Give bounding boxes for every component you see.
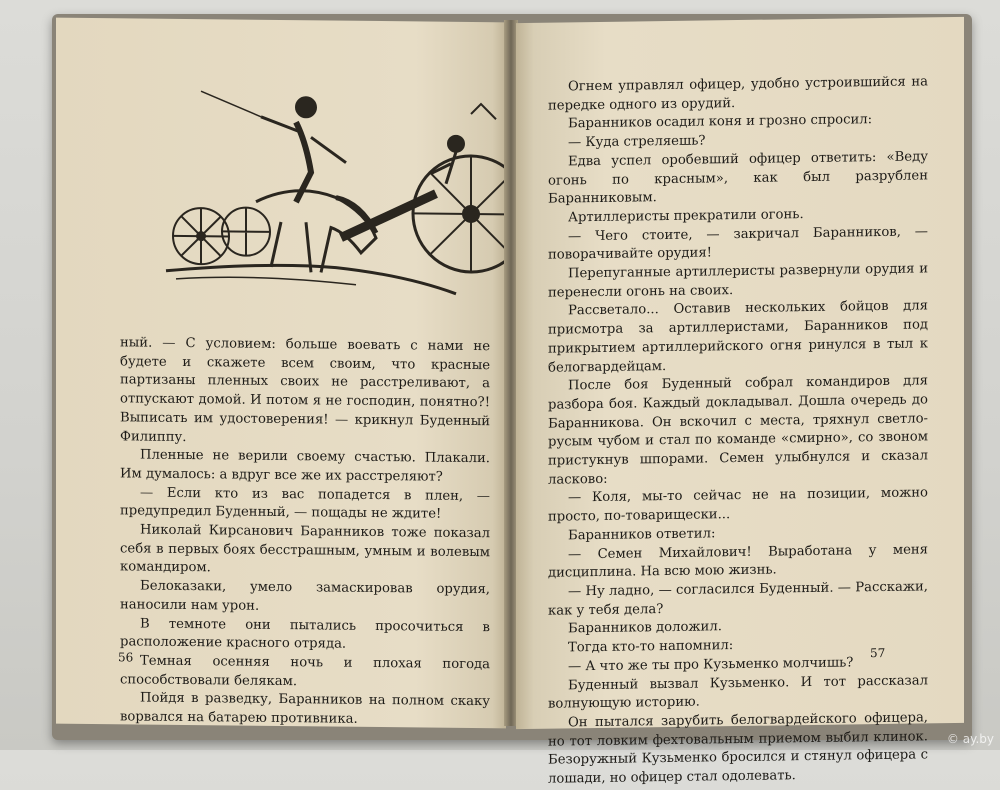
paragraph: Огнем управлял офицер, удобно устроившийся на передке одного из орудий. (548, 74, 928, 114)
left-page (56, 18, 506, 729)
paragraph: Николай Кирсанович Баранников тоже показал себя в первых боях бесстрашным, умным и волевым командиром. (120, 522, 490, 576)
right-page-text (548, 73, 928, 789)
paragraph: Пленные не верили своему счастью. Плакали. Им думалось: а вдруг все же их расстреляют? (120, 447, 490, 485)
paragraph: — А что же ты про Кузьменко молчишь? (568, 655, 854, 675)
cavalry-artillery-illustration (106, 60, 506, 312)
paragraph: — Если кто из вас попадется в плен, — предупредил Буденный, — пощады не ждите! (120, 485, 490, 523)
paragraph: — Чего стоите, — закричал Баранников, — поворачивайте орудия! (548, 223, 928, 264)
paragraph: Баранников доложил. (568, 619, 722, 637)
paragraph: Баранников осадил коня и грозно спросил: (568, 112, 873, 132)
watermark: © ay.by (946, 732, 994, 746)
page-number: 57 (870, 645, 886, 661)
paragraph: — Коля, мы-то сейчас не на позиции, можно просто, по-товарищески... (548, 485, 928, 525)
paragraph: Пойдя в разведку, Баранников на полном скаку ворвался на батарею противника. (120, 690, 490, 727)
paragraph: Рассветало... Оставив нескольких бойцов для присмотра за артиллеристами, Баранников под прикрытием артиллерийского огня ринулся в тыл к белогвардейцам. (548, 298, 928, 376)
paragraph: Темная осенняя ночь и плохая погода способствовали белякам. (120, 653, 490, 689)
paragraph: Буденный вызвал Кузьменко. И тот рассказал волнующую историю. (548, 672, 928, 712)
paragraph: Белоказаки, умело замаскировав орудия, наносили нам урон. (120, 578, 490, 614)
page-number: 56 (118, 650, 134, 665)
paragraph: — Ну ладно, — согласился Буденный. — Расскажи, как у тебя дела? (548, 579, 928, 619)
paragraph: В темноте они пытались просочиться в расположение красного отряда. (120, 616, 490, 652)
paragraph: — Куда стреляешь? (568, 133, 706, 151)
paragraph: Едва успел оробевший офицер ответить: «Веду огонь по красным», как был разрублен Баранниковым. (548, 149, 928, 207)
paragraph: Артиллеристы прекратили огонь. (568, 207, 804, 226)
paragraph: Он пытался зарубить белогвардейского офицера, но тот ловким фехтовальным приемом выбил клинок. Безоружный Кузьменко бросился и стянул офицера с лошади, но офицер стал одолевать. (548, 710, 928, 787)
paragraph: Баранников ответил: (568, 526, 716, 544)
paragraph: Перепуганные артиллеристы развернули орудия и перенесли огонь на своих. (548, 261, 928, 301)
left-page-text (120, 334, 490, 731)
paragraph: ный. — С условием: больше воевать с нами не будете и скажете всем своим, что красные партизаны пленных своих не расстреливают, а отпускают домой. И потом я не господин, понятно?! Выписать им удостоверения! — крикнул Буденный Филиппу. (120, 335, 490, 445)
paragraph: — Семен Михайлович! Выработана у меня дисциплина. На всю мою жизнь. (548, 541, 928, 581)
paragraph: Тогда кто-то напомнил: (568, 638, 734, 656)
right-page (516, 17, 964, 787)
paragraph: После боя Буденный собрал командиров для разбора боя. Каждый докладывал. Дошла очередь до Баранникова. Он вскочил с места, тряхнул светло-русым чубом и стал по команде «смирно», со звоном пристукнув шпорами. Семен улыбнулся и сказал ласково: (548, 373, 928, 488)
